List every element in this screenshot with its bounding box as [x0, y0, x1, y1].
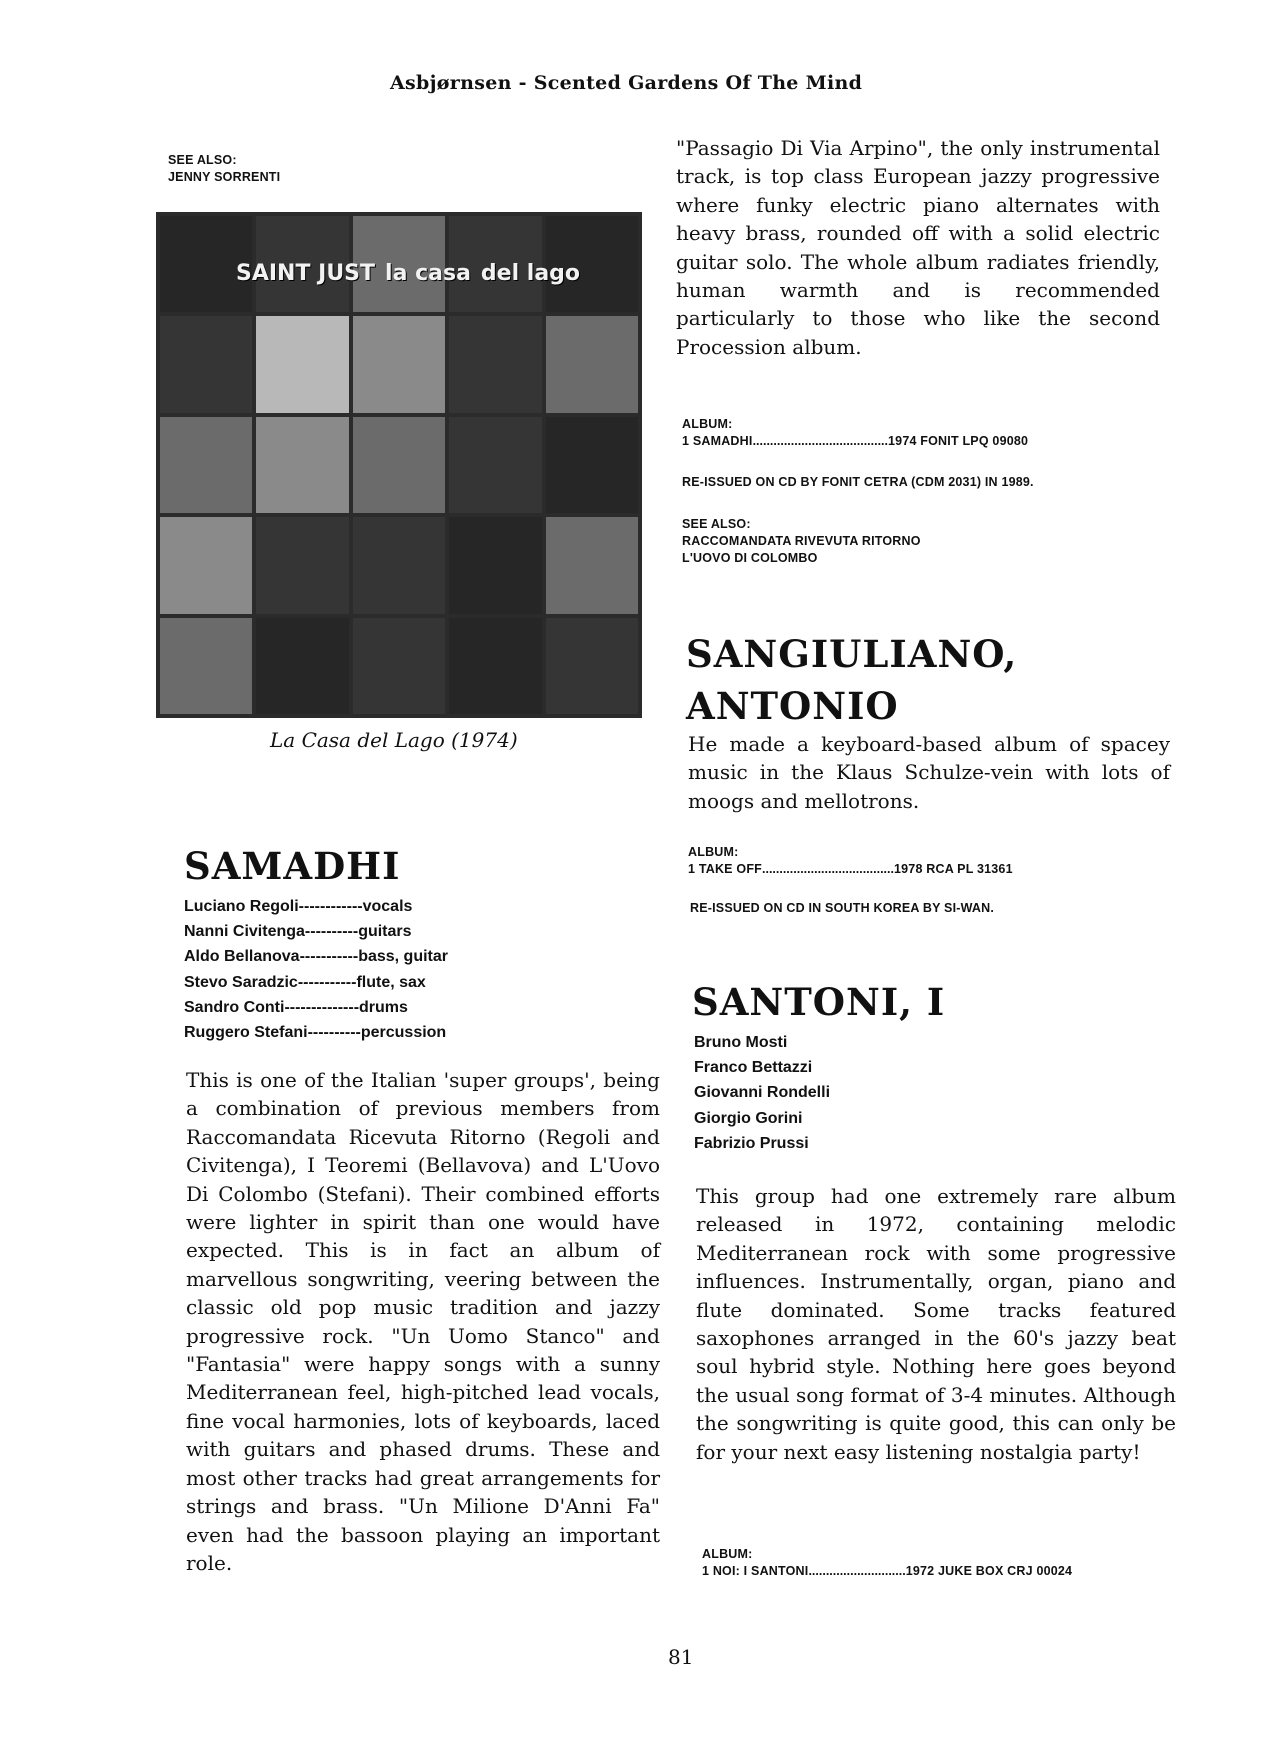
discography-entry: 1 NOI: I SANTONI............................1972 JUKE BOX CRJ 00024: [702, 1564, 1073, 1578]
see-also-block: [682, 516, 921, 567]
sangiuliano-body: He made a keyboard-based album of spacey music in the Klaus Schulze-vein with lots of moogs and mellotrons.: [688, 732, 1170, 813]
santoni-body: This group had one extremely rare album released in 1972, containing melodic Mediterranean rock with some progressive influences. Instrumentally, organ, piano and flute dominated. Some tracks featured saxophones arranged in the 60's jazzy beat soul hybrid style. Nothing here goes beyond the usual song format of 3-4 minutes. Although the songwriting is quite good, this can only be for your next easy listening nostalgia party!: [696, 1184, 1176, 1464]
page-number: 81: [668, 1645, 694, 1669]
album-label: ALBUM:: [702, 1547, 753, 1561]
member-name: Bruno Mosti: [694, 1034, 788, 1051]
artist-heading-santoni: SANTONI, I: [692, 980, 946, 1024]
member-name: Franco Bettazzi: [694, 1059, 813, 1077]
member-line: Nanni Civitenga----------guitars: [184, 923, 412, 941]
see-also-item: RACCOMANDATA RIVEVUTA RITORNO: [682, 534, 921, 548]
album-label: ALBUM:: [688, 845, 739, 859]
member-line: Ruggero Stefani----------percussion: [184, 1024, 447, 1042]
member-name: Giovanni Rondelli: [694, 1084, 831, 1102]
running-head: Asbjørnsen - Scented Gardens Of The Mind: [390, 72, 863, 94]
album-label: ALBUM:: [682, 417, 733, 431]
santoni-album-block: [702, 1546, 1072, 1580]
cover-title: SAINT JUST la casa del lago: [236, 260, 581, 286]
see-also-label: SEE ALSO:: [682, 517, 751, 531]
member-name: Fabrizio Prussi: [694, 1134, 809, 1152]
see-also-item: L'UOVO DI COLOMBO: [682, 551, 818, 565]
artist-heading-samadhi: SAMADHI: [184, 844, 401, 888]
see-also-item: JENNY SORRENTI: [168, 170, 281, 184]
discography-entry: 1 SAMADHI.......................................1974 FONIT LPQ 09080: [682, 434, 1029, 448]
member-line: Luciano Regoli------------vocals: [184, 898, 413, 915]
saint-just-album-block: [682, 416, 1028, 450]
saint-just-continuation: "Passagio Di Via Arpino", the only instrumental track, is top class European jazzy progressive where funky electric piano alternates with heavy brass, rounded off with a solid electric guitar solo. The whole album radiates friendly, human warmth and is recommended particularly to those who like the second Procession album.: [676, 136, 1160, 359]
samadhi-body: This is one of the Italian 'super groups', being a combination of previous members from Raccomandata Ricevuta Ritorno (Regoli and Civitenga), I Teoremi (Bellavova) and L'Uovo Di Colombo (Stefani). Their combined efforts were lighter in spirit than one would have expected. This is in fact an album of marvellous songwriting, veering between the classic old pop music tradition and jazzy progressive rock. "Un Uomo Stanco" and "Fantasia" were happy songs with a sunny Mediterranean feel, high-pitched lead vocals, fine vocal harmonies, lots of keyboards, laced with guitars and phased drums. These and most other tracks had great arrangements for strings and brass. "Un Milione D'Anni Fa" even had the bassoon playing an important role.: [186, 1068, 660, 1575]
artist-heading-sangiuliano: SANGIULIANO, ANTONIO: [686, 632, 1018, 728]
see-also-block-top: [168, 152, 280, 186]
member-line: Stevo Saradzic-----------flute, sax: [184, 973, 426, 991]
reissue-note: RE-ISSUED ON CD IN SOUTH KOREA BY SI-WAN.: [690, 901, 995, 915]
sangiuliano-album-block: [688, 844, 1013, 878]
samadhi-members: [184, 894, 448, 1045]
member-line: Aldo Bellanova-----------bass, guitar: [184, 948, 448, 966]
album-cover-image: [156, 212, 642, 718]
member-line: Sandro Conti--------------drums: [184, 998, 408, 1016]
reissue-note: RE-ISSUED ON CD BY FONIT CETRA (CDM 2031) IN 1989.: [682, 475, 1034, 489]
discography-entry: 1 TAKE OFF......................................1978 RCA PL 31361: [688, 862, 1013, 876]
cover-caption: La Casa del Lago (1974): [270, 728, 518, 752]
santoni-members: [694, 1030, 830, 1156]
see-also-label: SEE ALSO:: [168, 153, 237, 167]
member-name: Giorgio Gorini: [694, 1109, 803, 1127]
